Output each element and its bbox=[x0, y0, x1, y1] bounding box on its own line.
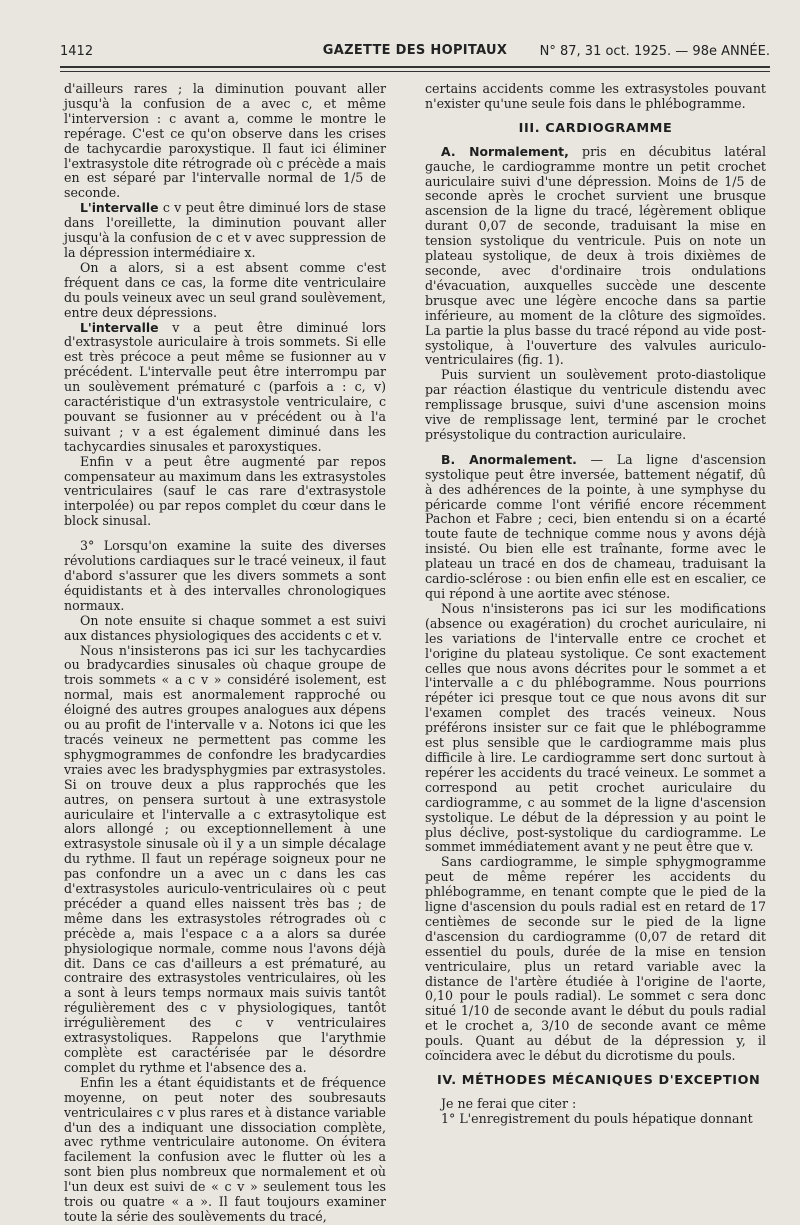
paragraph-text: Enfin les a étant équidistants et de fréquence moyenne, on peut noter des soubresauts ventriculaires c v plus rares et à distance variable d'un des a indiquant une dissociation complète, avec rythme ventriculaire autonome. On évitera facilement la confusion avec le flutter où les a sont bien plus nombreux que normalement et où l'un deux est suivi de « c v » seulement tous les trois ou quatre « a ». Il faut toujours examiner toute la série des soulèvements du tracé, bbox=[64, 1074, 386, 1224]
paragraph-lead: B. Anormalement. bbox=[441, 451, 577, 467]
journal-title: GAZETTE DES HOPITAUX bbox=[322, 43, 508, 58]
section-heading: IV. MÉTHODES MÉCANIQUES D'EXCEPTION bbox=[437, 1073, 761, 1088]
paragraph-text: Enfin v a peut être augmenté par repos compensateur au maximum dans les extrasystoles ventriculaires (sauf le cas rare d'extrasystole interpolée) ou par repos complet du cœur dans le block sinusal. bbox=[64, 453, 386, 529]
paragraph bbox=[64, 455, 386, 530]
header-rule-thick bbox=[60, 66, 770, 68]
paragraph bbox=[425, 1097, 766, 1112]
paragraph-text: Nous n'insisterons pas ici sur les tachycardies ou bradycardies sinusales où chaque groupe de trois sommets « a c v » considéré isolement, est normal, mais est anormalement rapproché ou éloigné des autres groupes analogues aux dépens ou au profit de l'intervalle v a. Notons ici que les tracés veineux ne permettent pas comme les sphygmogrammes de confondre les bradycardies vraies avec les bradysphygmies par extrasystoles. Si on trouve deux a plus rapprochés que les autres, on pensera surtout à une extrasystole auriculaire et l'intervalle a c extrasytolique est alors allongé ; ou exceptionnellement à une extrasystole sinusale où il y a un simple décalage du rythme. Il faut un repérage soigneux pour ne pas confondre un a avec un c dans les cas d'extrasystoles auriculo-ventriculaires où c peut précéder a quand elles naissent très bas ; de même dans les extrasystoles rétrogrades où c précède a, mais l'espace c a a alors sa durée physiologique normale, comme nous l'avons déjà dit. Dans ce cas d'ailleurs a est prématuré, au contraire des extrasystoles ventriculaires, où les a sont à leurs temps normaux mais suivis tantôt régulièrement des c v physiologiques, tantôt irrégulièrement des c v ventriculaires extrasystoliques. Rappelons que l'arythmie complète est caractérisée par le désordre complet du rythme et l'absence des a. bbox=[64, 642, 386, 1075]
paragraph bbox=[64, 539, 386, 614]
paragraph bbox=[425, 145, 766, 369]
paragraph bbox=[425, 368, 766, 443]
issue-info: N° 87, 31 oct. 1925. — 98e ANNÉE. bbox=[539, 44, 770, 59]
paragraph bbox=[64, 1076, 386, 1225]
paragraph bbox=[425, 82, 766, 112]
header-rule-thin bbox=[60, 71, 770, 72]
paragraph-lead: L'intervalle bbox=[80, 319, 159, 335]
paragraph bbox=[64, 201, 386, 261]
paragraph bbox=[64, 261, 386, 321]
paragraph-text: c v peut être diminué lors de stase dans l'oreillette, la diminution pouvant aller jusqu'à la confusion de c et v avec suppression de la dépression intermédiaire x. bbox=[64, 200, 386, 260]
paragraph-lead: L'intervalle bbox=[80, 200, 159, 216]
paragraph bbox=[64, 321, 386, 455]
paragraph-text: Je ne ferai que citer : bbox=[441, 1095, 577, 1111]
paragraph-text: — La ligne d'ascension systolique peut être inversée, battement négatif, dû à des adhérences de la pointe, à une symphyse du péricarde comme l'ont vérifié encore récemment Pachon et Fabre ; ceci, bien entendu si on a écarté toute faute de technique comme nous y avons déjà insisté. Ou bien elle est traînante, forme avec le plateau un tracé en dos de chameau, traduisant la cardio-sclérose : ou bien enfin elle est en escalier, ce qui répond à une aortite avec sténose. bbox=[425, 451, 766, 601]
paragraph-text: On a alors, si a est absent comme c'est fréquent dans ce cas, la forme dite ventriculaire du pouls veineux avec un seul grand soulèvement, entre deux dépressions. bbox=[64, 259, 386, 320]
paragraph-text: certains accidents comme les extrasystoles pouvant n'exister qu'une seule fois dans le phlébogramme. bbox=[425, 81, 766, 111]
page-number: 1412 bbox=[60, 44, 94, 59]
page-header bbox=[60, 40, 770, 66]
paragraph bbox=[425, 855, 766, 1064]
paragraph-text: Nous n'insisterons pas ici sur les modifications (absence ou exagération) du crochet auriculaire, ni les variations de l'intervalle entre ce crochet et l'origine du plateau systolique. Ce sont exactement celles que nous avons décrites pour le sommet a et l'intervalle a c du phlébogramme. Nous pourrions répéter ici presque tout ce que nous avons dit sur l'examen complet des tracés veineux. Nous préférons insister sur ce fait que le phlébogramme est plus sensible que le cardiogramme mais plus difficile à lire. Le cardiogramme sert donc surtout à repérer les accidents du tracé veineux. Le sommet a correspond au petit crochet auriculaire du cardiogramme, c au sommet de la ligne d'ascension systolique. Le début de la dépression y au point le plus déclive, post-systolique du cardiogramme. Le sommet immédiatement avant y ne peut être que v. bbox=[425, 600, 766, 855]
paragraph bbox=[425, 602, 766, 855]
left-column bbox=[64, 82, 386, 1225]
paragraph-lead: A. Normalement, bbox=[441, 143, 569, 159]
paragraph-text: 3° Lorsqu'on examine la suite des diverses révolutions cardiaques sur le tracé veineux, il faut d'abord s'assurer que les divers sommets a sont équidistants et à des intervalles chronologiques normaux. bbox=[64, 538, 386, 613]
paragraph bbox=[64, 82, 386, 201]
paragraph bbox=[425, 453, 766, 602]
paragraph bbox=[64, 614, 386, 644]
right-column bbox=[425, 82, 766, 1127]
paragraph-text: Puis survient un soulèvement proto-diastolique par réaction élastique du ventricule distendu avec remplissage brusque, suivi d'une ascension moins vive de remplissage lent, terminé par le crochet présystolique du contraction auriculaire. bbox=[425, 367, 766, 442]
paragraph-text: Sans cardiogramme, le simple sphygmogramme peut de même repérer les accidents du phlébogramme, en tenant compte que le pied de la ligne d'ascension du pouls radial est en retard de 17 centièmes de seconde sur le pied de la ligne d'ascension du cardiogramme (0,07 de retard dit essentiel du pouls, durée de la mise en tension ventriculaire, plus un retard variable avec la distance de l'artère étudiée à l'origine de l'aorte, 0,10 pour le pouls radial). Le sommet c sera donc situé 1/10 de seconde avant le début du pouls radial et le crochet a, 3/10 de seconde avant ce même pouls. Quant au début de la dépression y, il coïncidera avec le début du dicrotisme du pouls. bbox=[425, 854, 766, 1064]
paragraph-text: pris en décubitus latéral gauche, le cardiogramme montre un petit crochet auriculaire suivi d'une dépression. Moins de 1/5 de seconde après le crochet survient une brusque ascension de la ligne du tracé, légèrement oblique durant 0,07 de seconde, traduisant la mise en tension systolique du ventricule. Puis on note un plateau systolique, de deux à trois dixièmes de seconde, avec d'ordinaire trois ondulations d'évacuation, auxquelles succède une descente brusque avec une légère encoche dans sa partie inférieure, au moment de la clôture des sigmoïdes. La partie la plus basse du tracé répond au vide post-systolique, à l'ouverture des valvules auriculo-ventriculaires (fig. 1). bbox=[425, 143, 766, 368]
paragraph bbox=[425, 1112, 766, 1127]
paragraph-text: v a peut être diminué lors d'extrasystole auriculaire à trois sommets. Si elle est très précoce a peut même se fusionner au v précédent. L'intervalle peut être interrompu par un soulèvement prématuré c (parfois a : c, v) caractéristique d'un extrasystole ventriculaire, c pouvant se fusionner au v précédent ou à l'a suivant ; v a est également diminué dans les tachycardies sinusales et paroxystiques. bbox=[64, 319, 386, 454]
paragraph-text: On note ensuite si chaque sommet a est suivi aux distances physiologiques des accidents c et v. bbox=[64, 612, 386, 643]
paragraph-text: d'ailleurs rares ; la diminution pouvant aller jusqu'à la confusion de a avec c, et même l'interversion : c avant a, comme le montre le repérage. C'est ce qu'on observe dans les crises de tachycardie paroxystique. Il faut ici éliminer l'extrasystole dite rétrograde où c précède a mais en est séparé par l'intervalle normal de 1/5 de seconde. bbox=[64, 81, 386, 201]
section-heading: III. CARDIOGRAMME bbox=[518, 120, 673, 136]
paragraph bbox=[64, 644, 386, 1076]
paragraph-text: 1° L'enregistrement du pouls hépatique donnant bbox=[441, 1110, 753, 1126]
